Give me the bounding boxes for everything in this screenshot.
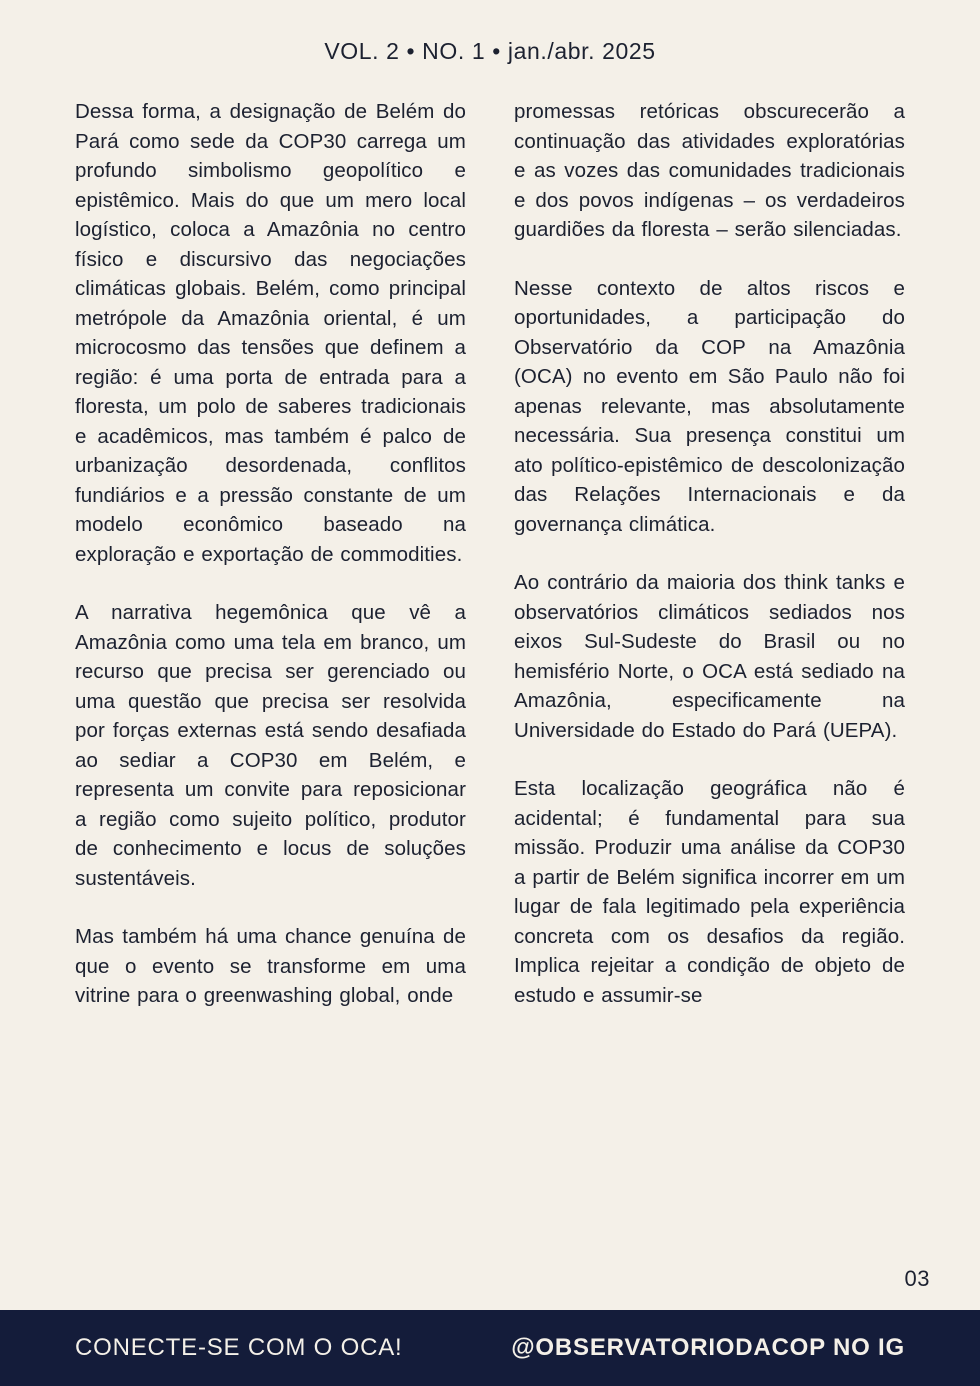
right-column [514, 97, 905, 1260]
footer-instagram-handle: @OBSERVATORIODACOP NO IG [511, 1334, 905, 1361]
footer-bar [0, 1310, 980, 1386]
body-paragraph: Mas também há uma chance genuína de que o evento se transforme em uma vitrine para o greenwashing global, onde [75, 925, 466, 1007]
body-paragraph: Ao contrário da maioria dos think tanks e observatórios climáticos sediados nos eixos Sul-Sudeste do Brasil ou no hemisfério Norte, o OCA está sediado na Amazônia, especificamente na Universidade do Estado do Pará (UEPA). [514, 571, 905, 742]
article-body [0, 65, 980, 1260]
left-column [75, 97, 466, 1260]
issue-header: VOL. 2 • NO. 1 • jan./abr. 2025 [324, 38, 656, 64]
footer-cta: CONECTE-SE COM O OCA! [75, 1334, 403, 1361]
body-paragraph: Nesse contexto de altos riscos e oportunidades, a participação do Observatório da COP na Amazônia (OCA) no evento em São Paulo não foi apenas relevante, mas absolutamente necessária. Sua presença constitui um ato político-epistêmico de descolonização das Relações Internacionais e da governança climática. [514, 276, 905, 536]
body-paragraph: Dessa forma, a designação de Belém do Pará como sede da COP30 carrega um profundo simbolismo geopolítico e epistêmico. Mais do que um mero local logístico, coloca a Amazônia no centro físico e discursivo das negociações climáticas globais. Belém, como principal metrópole da Amazônia oriental, é um microcosmo das tensões que definem a região: é uma porta de entrada para a floresta, um polo de saberes tradicionais e acadêmicos, mas também é palco de urbanização desordenada, conflitos fundiários e a pressão constante de um modelo econômico baseado na exploração e exportação de commodities. [75, 100, 466, 566]
body-paragraph: Esta localização geográfica não é acidental; é fundamental para sua missão. Produzir uma análise da COP30 a partir de Belém significa incorrer em um lugar de fala legitimado pela experiência concreta com os desafios da região. Implica rejeitar a condição de objeto de estudo e assumir-se [514, 777, 905, 1007]
body-paragraph: promessas retóricas obscurecerão a continuação das atividades exploratórias e as vozes das comunidades tradicionais e dos povos indígenas – os verdadeiros guardiões da floresta – serão silenciadas. [514, 100, 905, 241]
page-number: 03 [904, 1266, 930, 1291]
body-paragraph: A narrativa hegemônica que vê a Amazônia como uma tela em branco, um recurso que precisa ser gerenciado ou uma questão que precisa ser resolvida por forças externas está sendo desafiada ao sediar a COP30 em Belém, e representa um convite para reposicionar a região como sujeito político, produtor de conhecimento e locus de soluções sustentáveis. [75, 601, 466, 890]
